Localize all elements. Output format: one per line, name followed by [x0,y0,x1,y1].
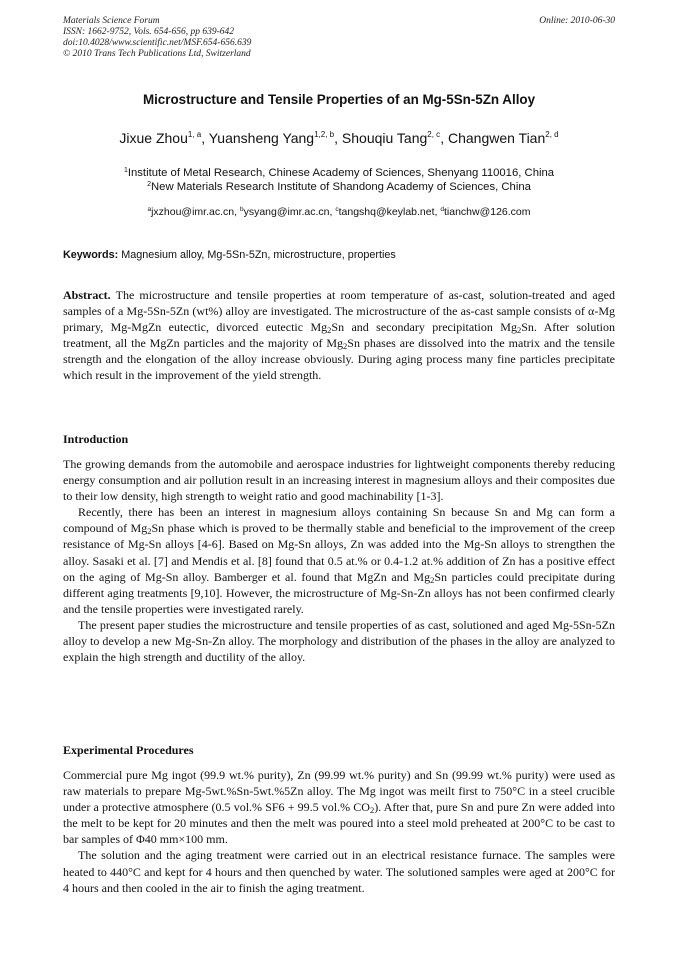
email-link[interactable]: ysyang@imr.ac.cn [243,206,330,218]
introduction-body [63,456,615,665]
journal-name: Materials Science Forum [63,16,160,26]
email-link[interactable]: tangshq@keylab.net [338,206,435,218]
author-sup: 1, a [187,130,202,139]
author-sup: 2, c [427,130,441,139]
keywords-text: Magnesium alloy, Mg-5Sn-5Zn, microstructure, properties [121,249,396,261]
paragraph: Commercial pure Mg ingot (99.9 wt.% purity), Zn (99.99 wt.% purity) and Sn (99.99 wt.% purity) were used as raw materials to prepare Mg-5wt.%Sn-5wt.%5Zn alloy. The Mg ingot was meilt first to 750°C in a steel crucible under a protective atmosphere (0.5 vol.% SF6 + 99.5 vol.% $CO_2$). After that, pure Sn and pure Zn were added into the melt to be kept for 20 minutes and then the melt was poured into a steel mold preheated at 200°C to be cast to bar samples of Φ40 mm×100 mm. [63,768,615,847]
section-heading-introduction: Introduction [63,432,129,446]
paragraph: Recently, there has been an interest in magnesium alloys containing Sn because Sn and Mg can form a compound of $Mg_2Sn$ phase which is proved to be thermally stable and beneficial to the improvement of the creep resistance of Mg-Sn alloys [4-6]. Based on Mg-Sn alloys, Zn was added into the Mg-Sn alloys to strengthen the alloy. Sasaki et al. [7] and Mendis et al. [8] found that 0.5 at.% or 0.4-1.2 at.% addition of Zn has a positive effect on the aging of Mg-Sn alloy. Bamberger et al. found that MgZn and $Mg_2Sn$ particles could precipitate during different aging treatments [9,10]. However, the microstructure of Mg-Sn-Zn alloys has not been confirmed clearly and the tensile properties were investigated rarely. [63,505,615,616]
abstract-label: Abstract. [63,288,111,302]
author-sup: 2, d [545,130,559,139]
email-link[interactable]: jxzhou@imr.ac.cn [151,206,235,218]
paper-title: Microstructure and Tensile Properties of an Mg-5Sn-5Zn Alloy [142,92,536,107]
doi: doi:10.4028/www.scientific.net/MSF.654-656.639 [63,38,252,48]
affiliation: $^2$New Materials Research Institute of Shandong Academy of Sciences, China [147,181,531,193]
author-list: Jixue Zhou$^{1, a}$, Yuansheng Yang$^{1,2, b}$, Shouqiu Tang$^{2, c}$, Changwen Tian$^{2, d}$ [119,130,559,146]
email-link[interactable]: tianchw@126.com [443,206,531,218]
author-name: Changwen Tian [447,130,546,146]
issn: ISSN: 1662-9752, Vols. 654-656, pp 639-642 [63,27,234,37]
paragraph: The growing demands from the automobile and aerospace industries for lightweight components thereby reducing energy consumption and air pollution result in an increasing interest in magnesium alloys and their composites due to their low density, high strength to weight ratio and good machinability [1-3]. [63,457,615,504]
email-list: $^a$jxzhou@imr.ac.cn, $^b$ysyang@imr.ac.cn, $^c$tangshq@keylab.net, $^d$tianchw@126.com [147,206,531,218]
author-name: Shouqiu Tang [341,130,428,146]
author-sup: 1,2, b [314,130,335,139]
author-name: Yuansheng Yang [208,130,315,146]
abstract: Abstract. The microstructure and tensile properties at room temperature of as-cast, solution-treated and aged samples of a Mg-5Sn-5Zn (wt%) alloy are investigated. The microstructure of the as-cast sample consists of α-Mg primary, Mg-MgZn eutectic, divorced eutectic $Mg_2Sn$ and secondary precipitation $Mg_2Sn$. After solution treatment, all the MgZn particles and the majority of $Mg_2Sn$ phases are dissolved into the matrix and the tensile strength and the elongation of the alloy increase obviously. During aging process many fine particles precipitate which result in the improvement of the yield strength. [63,288,616,383]
keywords [63,249,615,261]
journal-header [63,16,615,60]
paragraph: The present paper studies the microstructure and tensile properties of as cast, solutioned and aged Mg-5Sn-5Zn alloy to develop a new Mg-Sn-Zn alloy. The morphology and distribution of the phases in the alloy are analyzed to explain the high strength and ductility of the alloy. [63,617,615,665]
online-date: Online: 2010-06-30 [539,16,615,26]
experimental-body [63,767,615,896]
author-name: Jixue Zhou [119,130,188,146]
keywords-label: Keywords: [63,249,119,261]
section-heading-experimental: Experimental Procedures [63,743,194,757]
affiliation: $^1$Institute of Metal Research, Chinese Academy of Sciences, Shenyang 110016, China [123,167,555,179]
paragraph: The solution and the aging treatment were carried out in an electrical resistance furnace. The samples were heated to 440°C and kept for 4 hours and then quenched by water. The solutioned samples were aged at 200°C for 4 hours and then cooled in the air to finish the aging treatment. [63,848,615,895]
copyright: © 2010 Trans Tech Publications Ltd, Switzerland [63,49,251,59]
